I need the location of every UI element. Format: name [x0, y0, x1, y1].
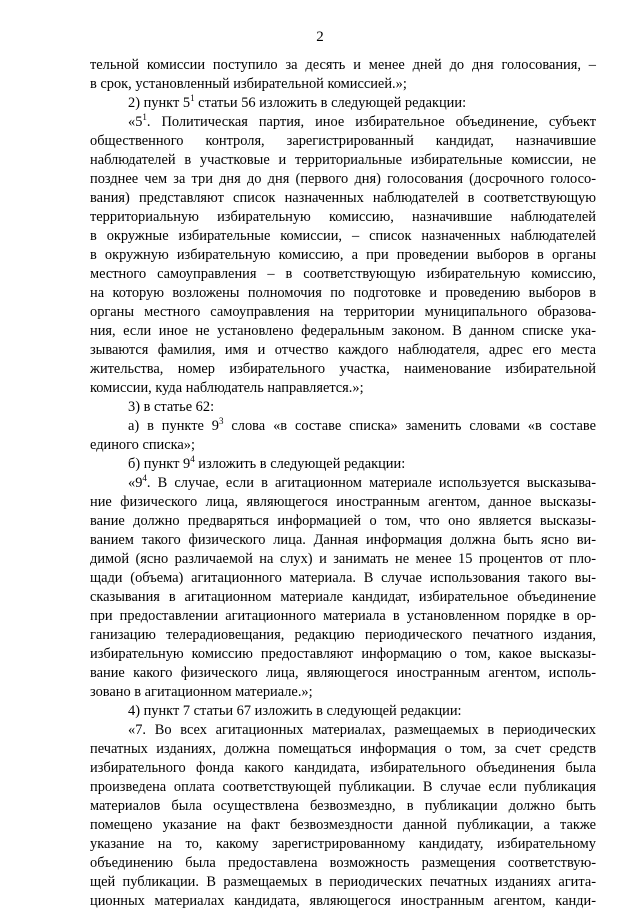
- text-line: сказывания в агитационном материале кандидат, избирательное объединение: [90, 589, 596, 605]
- text-line: в окружную избирательную комиссию, а при проведении выборов в органы: [90, 247, 596, 263]
- text-line: в окружные избирательные комиссии, – список назначенных наблюдателей: [90, 228, 596, 244]
- text-line: щей публикации. В размещаемых в периодических печатных изданиях агита-: [90, 874, 596, 890]
- text-line: ния, если иное не установлено федеральным законом. В данном списке ука-: [90, 323, 596, 339]
- text-line: на которую возложены полномочия по подготовке и проведению выборов в: [90, 285, 596, 301]
- text-line: ние физического лица, являющегося иностранным агентом, данное высказы-: [90, 494, 596, 510]
- text-line: органы местного самоуправления на территории муниципального образова-: [90, 304, 596, 320]
- text-line: указание на то, какому зарегистрированному кандидату, избирательному: [90, 836, 596, 852]
- text-line: б) пункт $9^4$ изложить в следующей редакции:: [128, 454, 406, 472]
- page-number: 2: [316, 29, 324, 45]
- text-line: вание какого физического лица, являющегося иностранным агентом, исполь-: [90, 665, 596, 681]
- text-line: зовано в агитационном материале.»;: [90, 684, 313, 700]
- text-line: наблюдателей в участковые и территориальные избирательные комиссии, не: [90, 152, 596, 168]
- text-line: общественного контроля, зарегистрированный кандидат, назначившие: [90, 133, 596, 149]
- text-line: территориальную избирательную комиссию, назначившие наблюдателей: [90, 209, 596, 225]
- text-line: ванием такого физического лица. Данная информация должна быть ясно ви-: [90, 532, 596, 548]
- text-line: «$9^4$. В случае, если в агитационном материале используется высказыва-: [128, 473, 596, 491]
- text-line: димой (ясно различаемой на слух) и занимать не менее 15 процентов от пло-: [90, 551, 596, 567]
- text-line: помещено указание на факт безвозмездности данной публикации, а также: [90, 817, 596, 833]
- text-line: при предоставлении агитационного материала в установленном порядке в ор-: [90, 608, 596, 624]
- text-line: ционных материалах кандидата, являющегося иностранным агентом, канди-: [90, 893, 596, 909]
- text-line: а) в пункте $9^3$ слова «в составе списка» заменить словами «в составе: [128, 416, 596, 434]
- text-line: произведена оплата соответствующей публикации. В случае если публикация: [90, 779, 596, 795]
- text-line: «7. Во всех агитационных материалах, размещаемых в периодических: [128, 722, 596, 738]
- text-line: единого списка»;: [90, 437, 195, 453]
- document-body: [90, 56, 596, 911]
- text-line: избирательную комиссию предоставляют информацию о том, какое высказы-: [90, 646, 596, 662]
- text-line: комиссии, куда наблюдатель направляется.»;: [90, 380, 364, 396]
- text-line: позднее чем за три дня до дня (первого дня) голосования (досрочного голосо-: [90, 171, 596, 187]
- text-line: вание должно предваряться информацией о том, что оно является высказы-: [90, 513, 596, 529]
- text-line: 3) в статье 62:: [128, 399, 215, 415]
- text-line: 2) пункт $5^1$ статьи 56 изложить в следующей редакции:: [128, 93, 467, 111]
- text-line: в срок, установленный избирательной комиссией.»;: [90, 76, 407, 92]
- text-line: избирательного фонда какого кандидата, избирательного объединения была: [90, 760, 596, 776]
- text-line: зываются фамилия, имя и отчество каждого наблюдателя, адрес его места: [90, 342, 596, 358]
- text-line: местного самоуправления – в соответствующую избирательную комиссию,: [90, 266, 596, 282]
- text-line: жительства, номер избирательного участка, наименование избирательной: [90, 361, 596, 377]
- text-line: печатных изданиях, должна помещаться информация о том, за счет средств: [90, 741, 596, 757]
- text-line: щади (объема) агитационного материала. В случае использования такого вы-: [90, 570, 596, 586]
- text-line: ганизацию телерадиовещания, редакцию периодического печатного издания,: [90, 627, 596, 643]
- text-line: «$5^1$. Политическая партия, иное избирательное объединение, субъект: [128, 112, 596, 130]
- text-line: объединению была предоставлена возможность размещения соответствую-: [90, 855, 596, 871]
- text-line: 4) пункт 7 статьи 67 изложить в следующей редакции:: [128, 703, 462, 719]
- text-line: тельной комиссии поступило за десять и менее дней до дня голосования, –: [90, 57, 596, 73]
- text-line: материалов была осуществлена безвозмездно, в публикации должно быть: [90, 798, 596, 814]
- text-line: вания) представляют список назначенных наблюдателей в соответствующую: [90, 190, 596, 206]
